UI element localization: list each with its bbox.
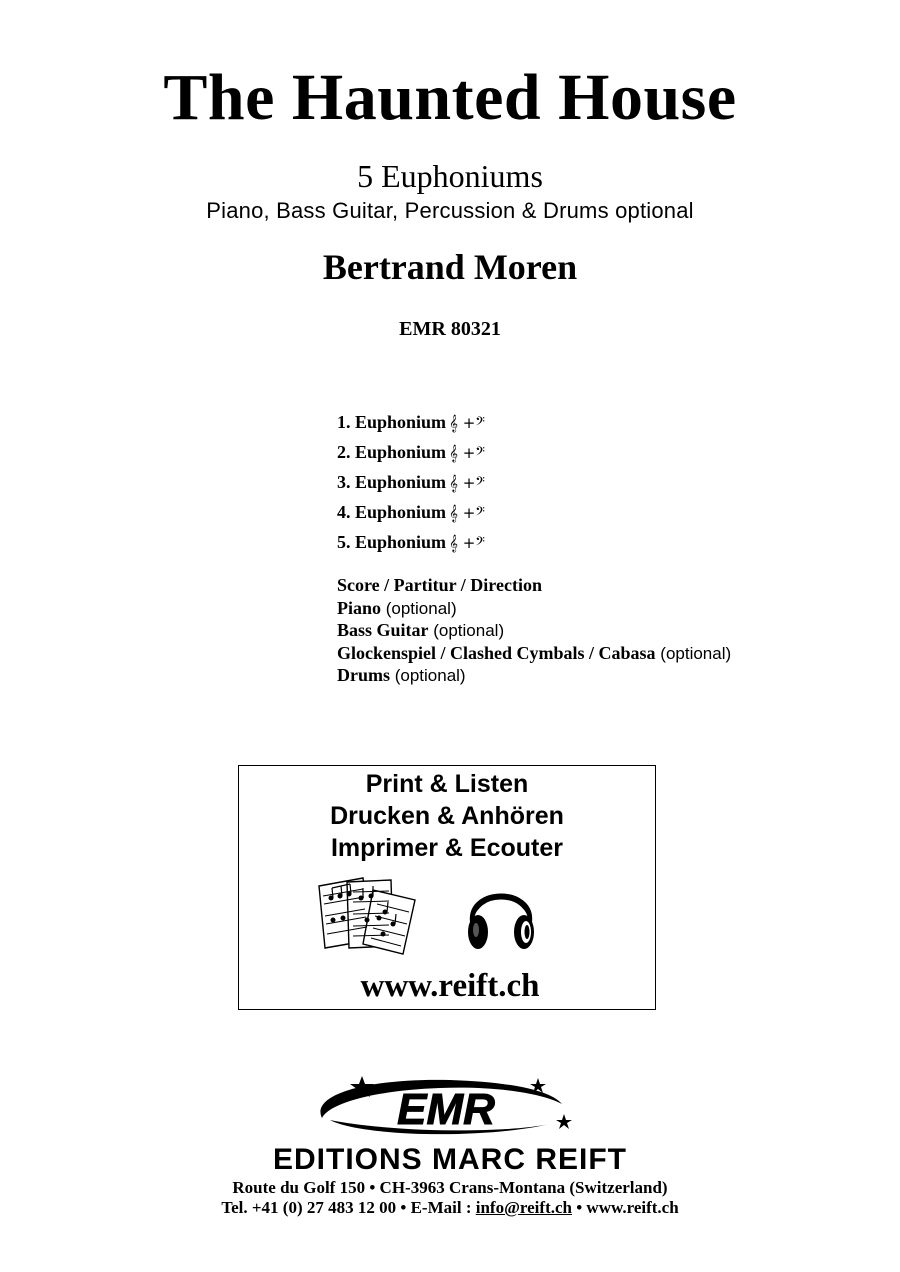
promo-line-de: Drucken & Anhören [330, 802, 564, 830]
publisher-contact [0, 1198, 900, 1218]
clef-icons: 𝄞 +𝄢 [449, 504, 485, 522]
extra-item [337, 664, 731, 687]
title: The Haunted House [163, 61, 737, 134]
extras-list [337, 574, 731, 687]
clef-icons: 𝄞 +𝄢 [449, 444, 485, 462]
extra-note: (optional) [655, 643, 732, 663]
catalog-number: EMR 80321 [399, 318, 501, 340]
instrumentation: Piano, Bass Guitar, Percussion & Drums optional [206, 198, 694, 223]
publisher-name: EDITIONS MARC REIFT [273, 1143, 627, 1176]
email-link[interactable]: info@reift.ch [475, 1198, 572, 1217]
promo-url[interactable]: www.reift.ch [360, 968, 540, 1004]
subtitle: 5 Euphoniums [357, 158, 543, 194]
clef-icons: 𝄞 +𝄢 [449, 534, 485, 552]
extra-name: Drums [337, 665, 390, 686]
part-item [337, 407, 485, 437]
publisher-address: Route du Golf 150 • CH-3963 Crans-Montana (Switzerland) [232, 1178, 668, 1197]
part-item [337, 527, 485, 557]
contact-prefix: Tel. +41 (0) 27 483 12 00 • E-Mail : [221, 1198, 476, 1217]
part-name: 3. Euphonium [337, 472, 447, 492]
extra-note: (optional) [381, 598, 457, 618]
extra-item [337, 642, 731, 665]
clef-icons: 𝄞 +𝄢 [449, 474, 485, 492]
part-name: 5. Euphonium [337, 532, 447, 552]
emr-logo [300, 1074, 580, 1144]
extra-note: (optional) [390, 666, 466, 686]
promo-line-fr: Imprimer & Ecouter [330, 834, 563, 862]
extra-name: Bass Guitar [337, 620, 429, 641]
part-name: 2. Euphonium [337, 442, 447, 462]
part-item [337, 497, 485, 527]
extra-name: Glockenspiel / Clashed Cymbals / Cabasa [337, 642, 656, 663]
promo-line-en: Print & Listen [365, 770, 529, 798]
extra-item [337, 619, 731, 642]
sheet-music-icon [311, 874, 423, 956]
part-name: 4. Euphonium [337, 502, 447, 522]
contact-suffix: • www.reift.ch [571, 1198, 679, 1217]
logo-text: EMR [397, 1085, 495, 1134]
extra-note: (optional) [428, 621, 505, 641]
composer: Bertrand Moren [322, 247, 578, 287]
extra-name: Score / Partitur / Direction [337, 575, 542, 595]
parts-list [337, 407, 485, 557]
part-item [337, 467, 485, 497]
headphones-icon [465, 874, 537, 954]
extra-item [337, 597, 731, 620]
extra-item [337, 574, 731, 597]
clef-icons: 𝄞 +𝄢 [449, 414, 485, 432]
extra-name: Piano [337, 597, 382, 618]
part-item [337, 437, 485, 467]
part-name: 1. Euphonium [337, 412, 447, 432]
